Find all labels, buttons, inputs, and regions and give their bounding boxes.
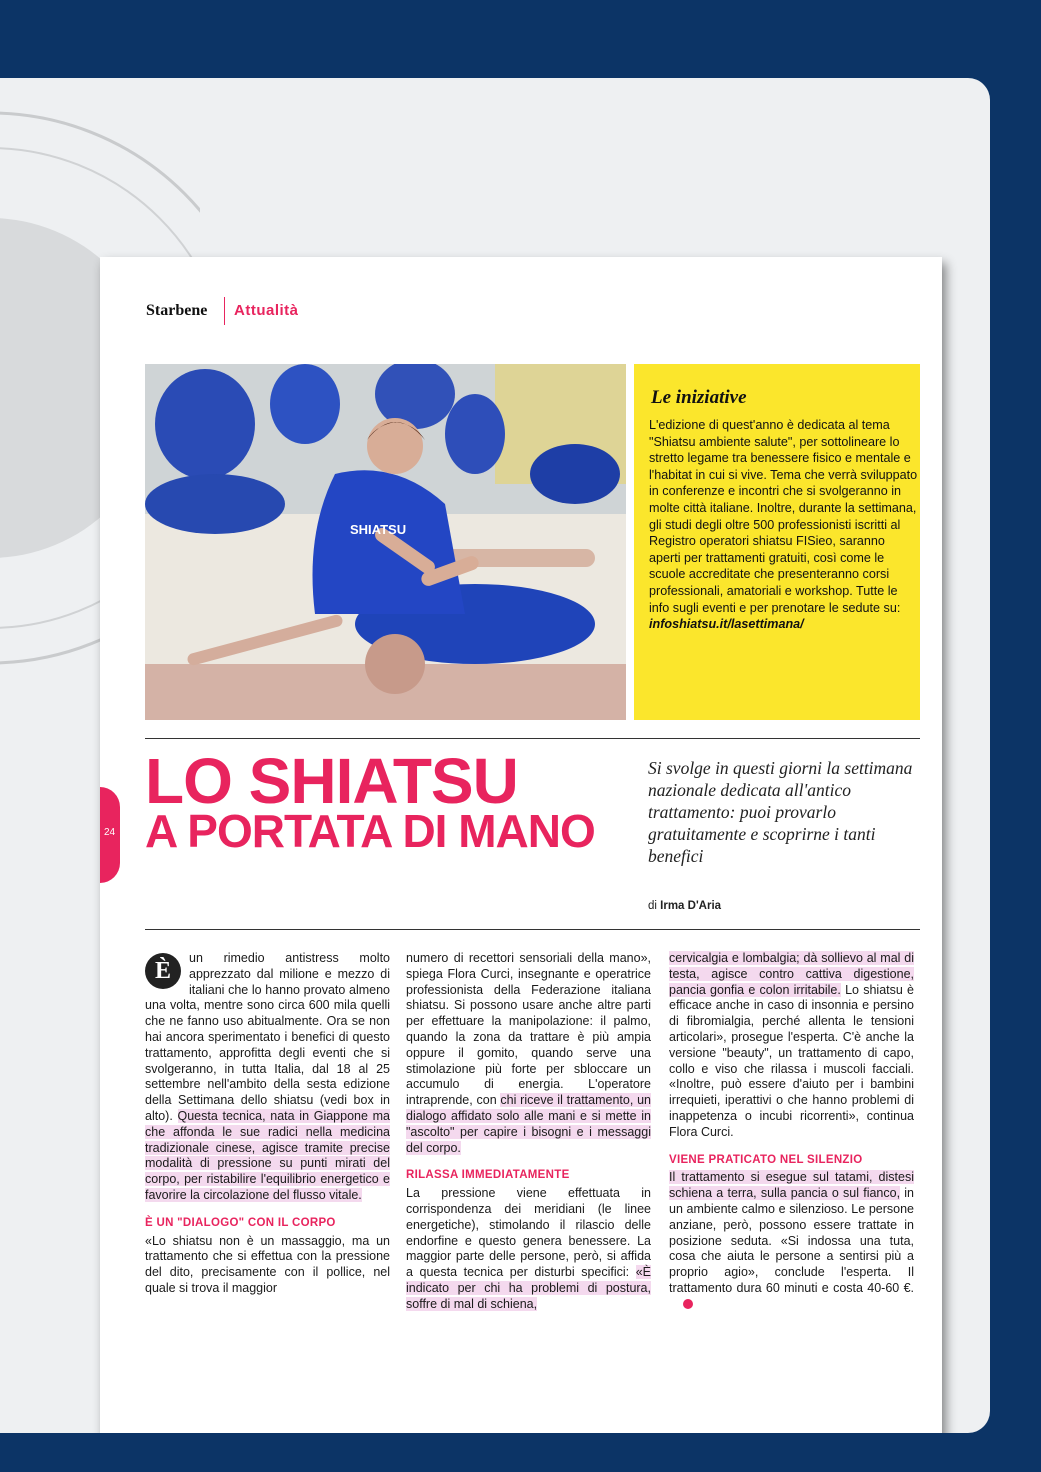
col3-paragraph-2 bbox=[669, 1170, 914, 1312]
col3-paragraph-1 bbox=[669, 951, 914, 1141]
divider-bottom bbox=[145, 929, 920, 930]
col3-subheading: VIENE PRATICATO NEL SILENZIO bbox=[669, 1153, 863, 1166]
col2-paragraph-2 bbox=[406, 1186, 651, 1312]
col3-text-highlight: cervicalgia e lombalgia; dà sollievo al mal di testa, agisce contro cattiva digestione, pancia gonfia e colon irritabile. bbox=[669, 951, 914, 997]
info-box-title: Le iniziative bbox=[651, 387, 747, 408]
viewer-panel bbox=[0, 78, 990, 1433]
col1-paragraph-1 bbox=[145, 951, 390, 1204]
col2-text-a: numero di recettori sensoriali della mano», spiega Flora Curci, insegnante e operatrice professionista della Federazione italiana shiatsu. Si possono usare anche altre parti per effettuare la manipolazione: il palmo, quando la zona da trattare è più ampia oppure il gomito, quando serve una stimolazione più forte per sbloccare un accumulo di energia. L'operatore intraprende, con bbox=[406, 951, 651, 1108]
magazine-page bbox=[100, 257, 942, 1433]
article-column-1 bbox=[145, 951, 390, 1297]
page-number: 24 bbox=[104, 827, 116, 838]
info-box-link[interactable]: infoshiatsu.it/lasettimana/ bbox=[649, 617, 804, 632]
col1-subheading: È UN "DIALOGO" CON IL CORPO bbox=[145, 1216, 336, 1229]
col2-text-b: La pressione viene effettuata in corrispondenza dei meridiani (le linee energetiche), stimolando il rilascio delle endorfine e questo genera benessere. La maggior parte delle persone, però, si affida a questa tecnica per disturbi specifici: bbox=[406, 1186, 651, 1280]
page-number-tab bbox=[100, 787, 120, 883]
byline bbox=[648, 900, 721, 912]
col2-text-highlight-2: «È indicato per chi ha problemi di postura, soffre di mal di schiena, bbox=[406, 1265, 651, 1311]
headline bbox=[145, 745, 595, 857]
info-box-body: L'edizione di quest'anno è dedicata al tema "Shiatsu ambiente salute", per sottolineare lo stretto legame tra benessere fisico e mentale e l'habitat in cui si vive. Tema che verrà sviluppato in conferenze e incontri che si svolgeranno in molte città italiane. Inoltre, durante la settimana, gli studi degli oltre 500 professionisti iscritti al Registro operatori shiatsu FISieo, saranno aperti per trattamenti gratuiti, così come le scuole accreditate che presenteranno corsi professionali, amatoriali e workshop. Tutte le info sugli eventi e per prenotare le sedute su: bbox=[649, 418, 918, 615]
headline-line-2: A PORTATA DI MANO bbox=[145, 804, 595, 857]
byline-prefix: di bbox=[648, 900, 657, 912]
col3-text-b: in un ambiente calmo e silenzioso. Le persone anziane, però, possono essere trattate in posizione seduta. «Si indossa una tuta, cosa che aiuta le persone a sentirsi più a proprio agio», conclude l'esperta. Il trattamento dura 60 minuti e costa 40-60 €. bbox=[669, 1186, 914, 1295]
photo-shirt-text: SHIATSU bbox=[350, 522, 407, 537]
info-box-text bbox=[649, 417, 919, 633]
section-label: Attualità bbox=[234, 302, 299, 319]
article-column-3 bbox=[669, 951, 914, 1313]
col2-subheading: RILASSA IMMEDIATAMENTE bbox=[406, 1169, 570, 1182]
article-photo bbox=[145, 364, 626, 720]
article-column-2 bbox=[406, 951, 651, 1313]
drop-cap: È bbox=[145, 953, 181, 989]
magazine-brand: Starbene bbox=[146, 302, 208, 319]
col3-text-highlight-2: Il trattamento si esegue sul tatami, distesi schiena a terra, sulla pancia o sul fianco, bbox=[669, 1170, 914, 1201]
col3-text-a: Lo shiatsu è efficace anche in caso di insonnia e persino di fibromialgia, perché allenta le tensioni articolari», prosegue l'esperta. C'è anche la versione "beauty", un trattamento di capo, collo e viso che rilassa i muscoli facciali. «Inoltre, può essere d'aiuto per i bambini irrequieti, iperattivi o che hanno problemi di inappetenza o incubi ricorrenti», continua Flora Curci. bbox=[669, 982, 914, 1139]
col1-text-a: un rimedio antistress molto apprezzato dal milione e mezzo di italiani che lo hanno provato almeno una volta, mentre sono circa 600 mila quelli che ne fanno uso abitualmente. Ora se non hai ancora sperimentato i benefici di questo trattamento, approfitta degli eventi che si svolgeranno, in tutta Italia, dal 18 al 25 settembre nell'ambito della sesta edizione della Settimana dello shiatsu (vedi box in alto). bbox=[145, 951, 390, 1123]
header-divider bbox=[224, 297, 225, 325]
col1-text-highlight: Questa tecnica, nata in Giappone ma che affonda le sue radici nella medicina tradizionale cinese, agisce tramite precise modalità di pressione su punti mirati del corpo, per ristabilire l'equilibrio energetico e favorire la circolazione del flusso vitale. bbox=[145, 1108, 390, 1202]
divider-top bbox=[145, 738, 920, 739]
col2-text-highlight: chi riceve il trattamento, un dialogo affidato solo alle mani e si mette in "ascolto" per capire i bisogni e i messaggi del corpo. bbox=[406, 1093, 652, 1155]
col1-paragraph-2: «Lo shiatsu non è un massaggio, ma un trattamento che si effettua con la pressione del dito, precisamente con il pollice, nel quale si trova il maggior bbox=[145, 1233, 390, 1295]
end-mark-icon bbox=[683, 1299, 693, 1309]
article-deck: Si svolge in questi giorni la settimana nazionale dedicata all'antico trattamento: puoi provarlo gratuitamente e scoprirne i tanti benefici bbox=[648, 758, 913, 866]
headline-line-1: LO SHIATSU bbox=[145, 745, 518, 817]
col2-paragraph-1 bbox=[406, 951, 651, 1156]
byline-author: Irma D'Aria bbox=[660, 900, 722, 912]
